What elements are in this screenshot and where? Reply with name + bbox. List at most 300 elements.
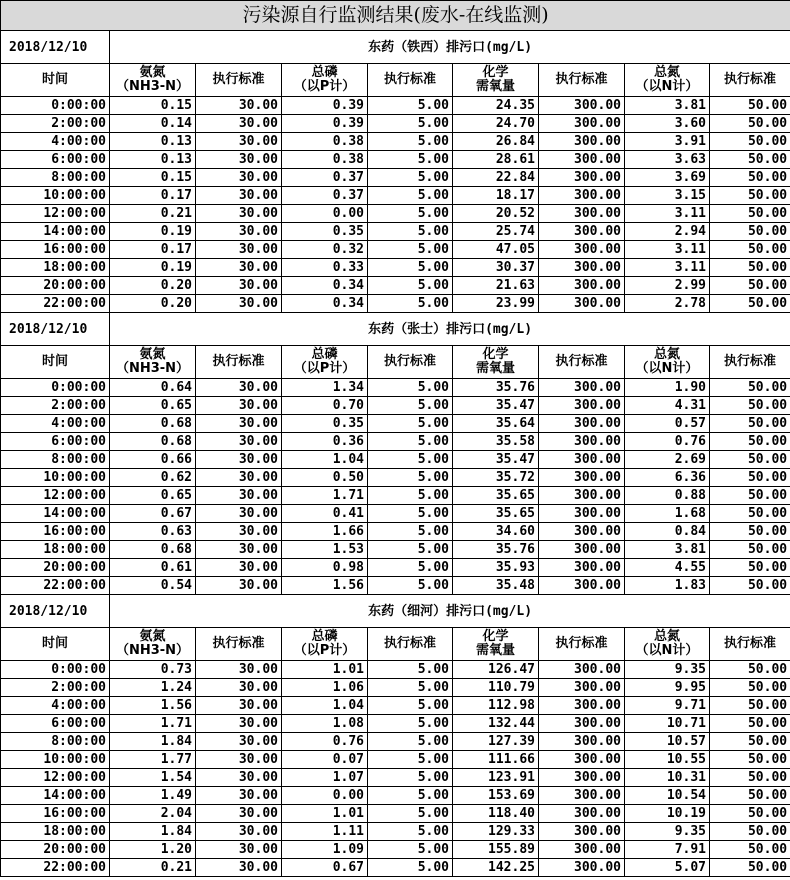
table-row: [1, 379, 790, 397]
time-cell: 2:00:00: [1, 679, 110, 697]
nitrogen-value: 4.31: [625, 397, 710, 415]
time-header: 时间: [1, 628, 110, 661]
cod-value: 35.65: [453, 487, 539, 505]
standard-value: 300.00: [539, 97, 625, 115]
section-header-row: [1, 595, 790, 628]
ammonia-value: 0.20: [110, 295, 196, 313]
standard-value: 30.00: [196, 577, 282, 595]
ammonia-header: 氨氮 （NH3-N）: [110, 628, 196, 661]
standard-value: 50.00: [710, 259, 790, 277]
standard-value: 5.00: [368, 433, 453, 451]
phosphorus-value: 0.00: [282, 787, 368, 805]
standard-value: 300.00: [539, 661, 625, 679]
nitrogen-value: 9.95: [625, 679, 710, 697]
standard-value: 50.00: [710, 823, 790, 841]
table-row: [1, 223, 790, 241]
table-row: [1, 661, 790, 679]
time-cell: 8:00:00: [1, 733, 110, 751]
standard-value: 50.00: [710, 115, 790, 133]
standard-value: 30.00: [196, 415, 282, 433]
phosphorus-value: 1.07: [282, 769, 368, 787]
nitrogen-value: 10.71: [625, 715, 710, 733]
standard-value: 50.00: [710, 679, 790, 697]
standard-value: 30.00: [196, 469, 282, 487]
table-row: [1, 487, 790, 505]
phosphorus-value: 1.53: [282, 541, 368, 559]
standard-value: 5.00: [368, 187, 453, 205]
standard-value: 30.00: [196, 295, 282, 313]
standard-value: 300.00: [539, 823, 625, 841]
standard-header: 执行标准: [539, 628, 625, 661]
standard-value: 50.00: [710, 487, 790, 505]
cod-value: 21.63: [453, 277, 539, 295]
table-row: [1, 787, 790, 805]
cod-value: 110.79: [453, 679, 539, 697]
table-row: [1, 715, 790, 733]
time-cell: 2:00:00: [1, 115, 110, 133]
standard-value: 30.00: [196, 397, 282, 415]
cod-value: 24.70: [453, 115, 539, 133]
nitrogen-value: 3.11: [625, 259, 710, 277]
standard-value: 50.00: [710, 715, 790, 733]
standard-value: 300.00: [539, 133, 625, 151]
phosphorus-value: 0.35: [282, 415, 368, 433]
cod-value: 18.17: [453, 187, 539, 205]
ammonia-value: 1.54: [110, 769, 196, 787]
standard-value: 50.00: [710, 841, 790, 859]
phosphorus-value: 0.39: [282, 97, 368, 115]
cod-value: 35.76: [453, 379, 539, 397]
cod-value: 132.44: [453, 715, 539, 733]
ammonia-value: 0.68: [110, 415, 196, 433]
table-row: [1, 205, 790, 223]
ammonia-value: 1.24: [110, 679, 196, 697]
nitrogen-value: 2.99: [625, 277, 710, 295]
phosphorus-value: 1.56: [282, 577, 368, 595]
standard-value: 50.00: [710, 295, 790, 313]
cod-value: 26.84: [453, 133, 539, 151]
ammonia-value: 0.19: [110, 259, 196, 277]
standard-value: 300.00: [539, 505, 625, 523]
standard-value: 300.00: [539, 187, 625, 205]
time-header: 时间: [1, 346, 110, 379]
ammonia-value: 0.67: [110, 505, 196, 523]
nitrogen-value: 10.55: [625, 751, 710, 769]
table-row: [1, 295, 790, 313]
ammonia-value: 0.68: [110, 433, 196, 451]
cod-value: 153.69: [453, 787, 539, 805]
ammonia-value: 2.04: [110, 805, 196, 823]
section-location: 东药（细河）排污口(mg/L): [110, 595, 790, 628]
time-cell: 20:00:00: [1, 559, 110, 577]
standard-value: 300.00: [539, 541, 625, 559]
ammonia-value: 0.13: [110, 133, 196, 151]
standard-value: 50.00: [710, 577, 790, 595]
standard-value: 50.00: [710, 433, 790, 451]
nitrogen-value: 0.76: [625, 433, 710, 451]
phosphorus-value: 1.01: [282, 661, 368, 679]
standard-value: 30.00: [196, 379, 282, 397]
phosphorus-value: 1.66: [282, 523, 368, 541]
standard-value: 5.00: [368, 805, 453, 823]
standard-value: 5.00: [368, 769, 453, 787]
ammonia-value: 0.19: [110, 223, 196, 241]
table-row: [1, 115, 790, 133]
standard-value: 5.00: [368, 715, 453, 733]
nitrogen-value: 2.94: [625, 223, 710, 241]
standard-value: 50.00: [710, 697, 790, 715]
standard-value: 50.00: [710, 97, 790, 115]
ammonia-header: 氨氮 （NH3-N）: [110, 346, 196, 379]
standard-value: 5.00: [368, 577, 453, 595]
table-row: [1, 859, 790, 877]
phosphorus-value: 1.06: [282, 679, 368, 697]
cod-value: 35.58: [453, 433, 539, 451]
nitrogen-value: 0.84: [625, 523, 710, 541]
table-row: [1, 415, 790, 433]
page-title: 污染源自行监测结果(废水-在线监测): [1, 1, 790, 31]
table-row: [1, 805, 790, 823]
standard-value: 50.00: [710, 379, 790, 397]
standard-value: 5.00: [368, 415, 453, 433]
time-cell: 0:00:00: [1, 97, 110, 115]
cod-value: 20.52: [453, 205, 539, 223]
phosphorus-value: 0.34: [282, 295, 368, 313]
phosphorus-value: 0.37: [282, 187, 368, 205]
standard-header: 执行标准: [368, 64, 453, 97]
standard-value: 50.00: [710, 169, 790, 187]
phosphorus-value: 0.32: [282, 241, 368, 259]
cod-value: 129.33: [453, 823, 539, 841]
standard-value: 5.00: [368, 379, 453, 397]
standard-value: 300.00: [539, 277, 625, 295]
standard-header: 执行标准: [196, 64, 282, 97]
ammonia-value: 0.15: [110, 169, 196, 187]
time-cell: 4:00:00: [1, 415, 110, 433]
table-row: [1, 451, 790, 469]
time-cell: 12:00:00: [1, 205, 110, 223]
table-row: [1, 697, 790, 715]
cod-value: 127.39: [453, 733, 539, 751]
time-cell: 12:00:00: [1, 769, 110, 787]
phosphorus-value: 1.04: [282, 697, 368, 715]
standard-value: 300.00: [539, 751, 625, 769]
ammonia-value: 0.65: [110, 397, 196, 415]
ammonia-value: 0.17: [110, 187, 196, 205]
standard-value: 300.00: [539, 577, 625, 595]
standard-value: 5.00: [368, 541, 453, 559]
standard-value: 50.00: [710, 415, 790, 433]
standard-value: 30.00: [196, 241, 282, 259]
cod-value: 123.91: [453, 769, 539, 787]
standard-value: 5.00: [368, 505, 453, 523]
standard-value: 50.00: [710, 541, 790, 559]
standard-header: 执行标准: [539, 64, 625, 97]
time-cell: 22:00:00: [1, 295, 110, 313]
cod-value: 28.61: [453, 151, 539, 169]
ammonia-value: 0.13: [110, 151, 196, 169]
ammonia-value: 1.49: [110, 787, 196, 805]
standard-value: 300.00: [539, 205, 625, 223]
time-cell: 18:00:00: [1, 259, 110, 277]
standard-value: 50.00: [710, 751, 790, 769]
standard-header: 执行标准: [196, 346, 282, 379]
standard-value: 30.00: [196, 823, 282, 841]
cod-value: 35.93: [453, 559, 539, 577]
standard-value: 50.00: [710, 769, 790, 787]
nitrogen-value: 4.55: [625, 559, 710, 577]
standard-value: 5.00: [368, 679, 453, 697]
cod-value: 24.35: [453, 97, 539, 115]
standard-value: 5.00: [368, 277, 453, 295]
phosphorus-value: 0.37: [282, 169, 368, 187]
time-cell: 10:00:00: [1, 469, 110, 487]
time-cell: 8:00:00: [1, 169, 110, 187]
section-date: 2018/12/10: [1, 313, 110, 346]
standard-value: 30.00: [196, 97, 282, 115]
nitrogen-value: 7.91: [625, 841, 710, 859]
cod-value: 126.47: [453, 661, 539, 679]
ammonia-value: 0.61: [110, 559, 196, 577]
standard-value: 300.00: [539, 241, 625, 259]
nitrogen-value: 0.88: [625, 487, 710, 505]
ammonia-value: 0.66: [110, 451, 196, 469]
cod-value: 111.66: [453, 751, 539, 769]
time-cell: 22:00:00: [1, 859, 110, 877]
table-row: [1, 277, 790, 295]
standard-value: 50.00: [710, 241, 790, 259]
standard-value: 300.00: [539, 379, 625, 397]
time-header: 时间: [1, 64, 110, 97]
standard-value: 30.00: [196, 679, 282, 697]
phosphorus-value: 0.00: [282, 205, 368, 223]
ammonia-value: 1.20: [110, 841, 196, 859]
standard-value: 50.00: [710, 733, 790, 751]
ammonia-value: 0.21: [110, 859, 196, 877]
standard-value: 50.00: [710, 787, 790, 805]
phosphorus-value: 0.33: [282, 259, 368, 277]
phosphorus-value: 0.35: [282, 223, 368, 241]
phosphorus-value: 0.07: [282, 751, 368, 769]
column-header-row: [1, 64, 790, 97]
standard-value: 50.00: [710, 133, 790, 151]
section-location: 东药（张士）排污口(mg/L): [110, 313, 790, 346]
standard-value: 300.00: [539, 151, 625, 169]
standard-value: 30.00: [196, 661, 282, 679]
standard-value: 50.00: [710, 187, 790, 205]
time-cell: 20:00:00: [1, 277, 110, 295]
time-cell: 2:00:00: [1, 397, 110, 415]
standard-value: 30.00: [196, 169, 282, 187]
nitrogen-header: 总氮 （以N计）: [625, 346, 710, 379]
ammonia-value: 0.64: [110, 379, 196, 397]
table-row: [1, 97, 790, 115]
cod-value: 35.64: [453, 415, 539, 433]
standard-value: 300.00: [539, 415, 625, 433]
ammonia-value: 0.54: [110, 577, 196, 595]
nitrogen-value: 3.15: [625, 187, 710, 205]
table-row: [1, 505, 790, 523]
column-header-row: [1, 346, 790, 379]
ammonia-value: 0.65: [110, 487, 196, 505]
cod-value: 112.98: [453, 697, 539, 715]
standard-value: 50.00: [710, 223, 790, 241]
standard-value: 5.00: [368, 115, 453, 133]
standard-value: 300.00: [539, 223, 625, 241]
time-cell: 6:00:00: [1, 433, 110, 451]
standard-value: 5.00: [368, 223, 453, 241]
cod-value: 22.84: [453, 169, 539, 187]
standard-value: 300.00: [539, 715, 625, 733]
standard-value: 5.00: [368, 397, 453, 415]
cod-value: 35.72: [453, 469, 539, 487]
ammonia-value: 0.17: [110, 241, 196, 259]
title-row: [1, 1, 790, 31]
cod-value: 35.48: [453, 577, 539, 595]
cod-header: 化学 需氧量: [453, 346, 539, 379]
table-row: [1, 187, 790, 205]
standard-value: 30.00: [196, 733, 282, 751]
standard-value: 30.00: [196, 505, 282, 523]
nitrogen-value: 10.31: [625, 769, 710, 787]
section-date: 2018/12/10: [1, 595, 110, 628]
cod-header: 化学 需氧量: [453, 628, 539, 661]
table-row: [1, 769, 790, 787]
standard-value: 300.00: [539, 469, 625, 487]
cod-value: 47.05: [453, 241, 539, 259]
ammonia-value: 0.63: [110, 523, 196, 541]
nitrogen-value: 3.81: [625, 97, 710, 115]
standard-value: 5.00: [368, 169, 453, 187]
standard-value: 30.00: [196, 115, 282, 133]
nitrogen-value: 1.83: [625, 577, 710, 595]
standard-value: 30.00: [196, 205, 282, 223]
standard-value: 5.00: [368, 697, 453, 715]
cod-value: 35.76: [453, 541, 539, 559]
table-row: [1, 151, 790, 169]
table-row: [1, 259, 790, 277]
cod-value: 142.25: [453, 859, 539, 877]
time-cell: 18:00:00: [1, 541, 110, 559]
standard-value: 300.00: [539, 679, 625, 697]
standard-value: 300.00: [539, 451, 625, 469]
phosphorus-header: 总磷 （以P计）: [282, 346, 368, 379]
cod-value: 35.47: [453, 451, 539, 469]
standard-value: 50.00: [710, 151, 790, 169]
standard-value: 30.00: [196, 697, 282, 715]
time-cell: 6:00:00: [1, 151, 110, 169]
nitrogen-value: 10.19: [625, 805, 710, 823]
standard-value: 50.00: [710, 277, 790, 295]
standard-value: 5.00: [368, 241, 453, 259]
table-row: [1, 169, 790, 187]
nitrogen-value: 2.69: [625, 451, 710, 469]
standard-value: 30.00: [196, 841, 282, 859]
standard-value: 5.00: [368, 97, 453, 115]
phosphorus-value: 1.71: [282, 487, 368, 505]
cod-value: 118.40: [453, 805, 539, 823]
standard-value: 5.00: [368, 841, 453, 859]
phosphorus-value: 1.11: [282, 823, 368, 841]
standard-value: 50.00: [710, 559, 790, 577]
standard-value: 300.00: [539, 433, 625, 451]
nitrogen-value: 0.57: [625, 415, 710, 433]
section-date: 2018/12/10: [1, 31, 110, 64]
phosphorus-value: 0.50: [282, 469, 368, 487]
nitrogen-value: 3.60: [625, 115, 710, 133]
standard-value: 300.00: [539, 859, 625, 877]
table-row: [1, 559, 790, 577]
standard-value: 5.00: [368, 259, 453, 277]
standard-header: 执行标准: [368, 628, 453, 661]
time-cell: 10:00:00: [1, 751, 110, 769]
table-row: [1, 823, 790, 841]
cod-value: 25.74: [453, 223, 539, 241]
standard-value: 300.00: [539, 397, 625, 415]
table-row: [1, 733, 790, 751]
phosphorus-value: 0.38: [282, 133, 368, 151]
ammonia-value: 1.71: [110, 715, 196, 733]
table-row: [1, 841, 790, 859]
standard-value: 300.00: [539, 787, 625, 805]
phosphorus-header: 总磷 （以P计）: [282, 64, 368, 97]
standard-value: 30.00: [196, 805, 282, 823]
phosphorus-header: 总磷 （以P计）: [282, 628, 368, 661]
standard-value: 30.00: [196, 523, 282, 541]
ammonia-value: 0.15: [110, 97, 196, 115]
phosphorus-value: 1.09: [282, 841, 368, 859]
nitrogen-header: 总氮 （以N计）: [625, 628, 710, 661]
standard-value: 5.00: [368, 733, 453, 751]
nitrogen-value: 3.81: [625, 541, 710, 559]
standard-value: 300.00: [539, 769, 625, 787]
standard-value: 300.00: [539, 559, 625, 577]
ammonia-value: 0.73: [110, 661, 196, 679]
standard-value: 300.00: [539, 169, 625, 187]
table-row: [1, 523, 790, 541]
standard-value: 300.00: [539, 697, 625, 715]
section-header-row: [1, 313, 790, 346]
standard-value: 300.00: [539, 733, 625, 751]
nitrogen-value: 9.35: [625, 661, 710, 679]
ammonia-value: 1.84: [110, 823, 196, 841]
standard-value: 5.00: [368, 751, 453, 769]
table-row: [1, 679, 790, 697]
cod-value: 155.89: [453, 841, 539, 859]
table-row: [1, 751, 790, 769]
nitrogen-value: 3.91: [625, 133, 710, 151]
standard-value: 5.00: [368, 295, 453, 313]
table-body: [1, 1, 790, 877]
standard-value: 5.00: [368, 151, 453, 169]
ammonia-value: 0.21: [110, 205, 196, 223]
time-cell: 8:00:00: [1, 451, 110, 469]
time-cell: 0:00:00: [1, 661, 110, 679]
standard-value: 30.00: [196, 277, 282, 295]
standard-value: 5.00: [368, 205, 453, 223]
time-cell: 14:00:00: [1, 223, 110, 241]
standard-value: 5.00: [368, 823, 453, 841]
nitrogen-value: 3.11: [625, 241, 710, 259]
time-cell: 4:00:00: [1, 133, 110, 151]
nitrogen-value: 6.36: [625, 469, 710, 487]
standard-value: 50.00: [710, 451, 790, 469]
time-cell: 14:00:00: [1, 787, 110, 805]
time-cell: 20:00:00: [1, 841, 110, 859]
time-cell: 14:00:00: [1, 505, 110, 523]
standard-value: 30.00: [196, 787, 282, 805]
standard-value: 300.00: [539, 487, 625, 505]
